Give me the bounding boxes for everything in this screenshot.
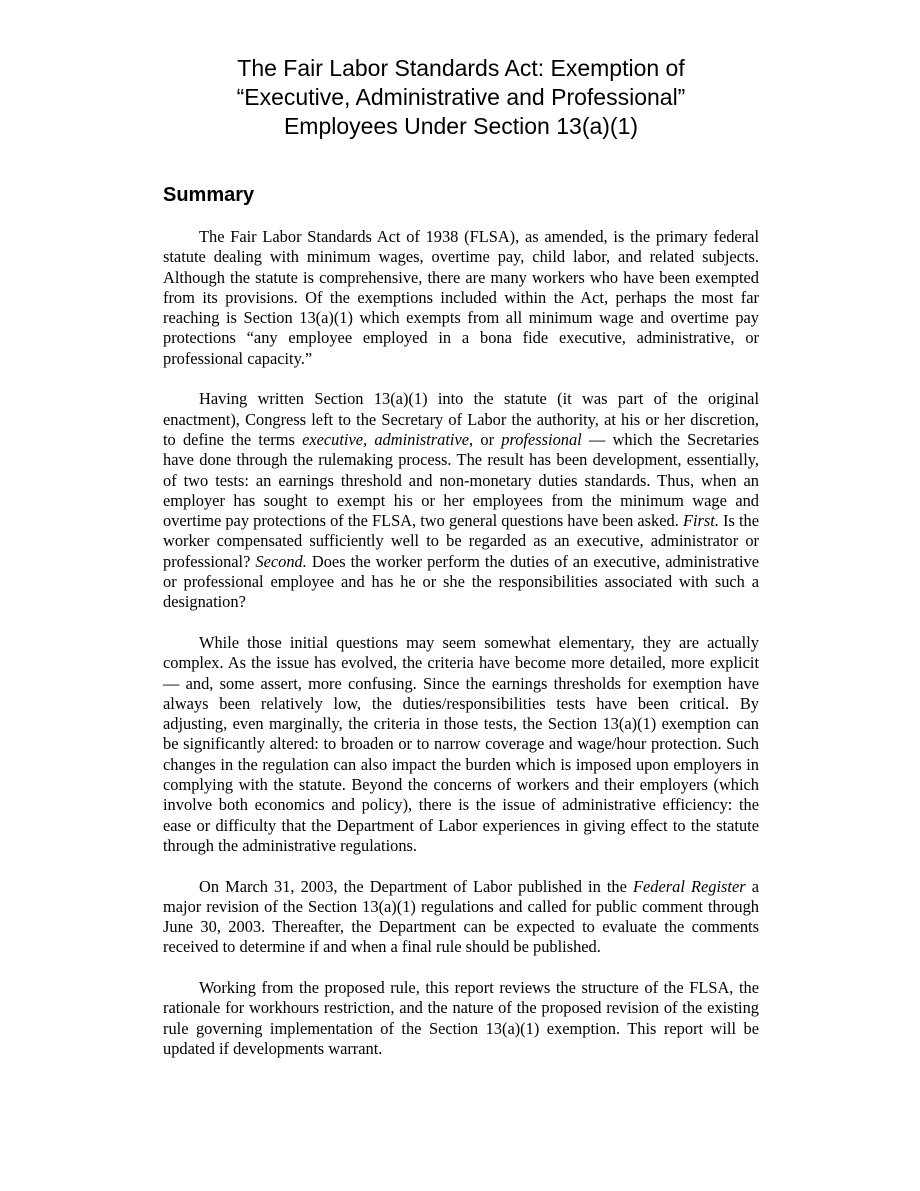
title-line-3: Employees Under Section 13(a)(1)	[283, 113, 639, 139]
title-line-1: The Fair Labor Standards Act: Exemption of	[237, 55, 685, 81]
summary-heading: Summary	[163, 184, 255, 206]
p2-text-e: — which the Secretaries have done through the rulemaking process. The result has been development, essentially, of two tests: an earnings threshold and non-monetary duties standards. Thus, when an employer has sought to exempt his or her employees from the minimum wage and overtime pay protections of the FLSA, two general questions have been asked.	[163, 429, 760, 531]
p2-italic-terms: executive, administrative	[302, 429, 470, 449]
p2-italic-first: First.	[682, 511, 719, 531]
document-page	[163, 54, 759, 1079]
p2-text-c: , or	[469, 429, 502, 449]
title-line-2: “Executive, Administrative and Professional”	[236, 84, 686, 110]
summary-paragraph-4	[163, 877, 759, 958]
p4-text-c: a major revision of the Section 13(a)(1) regulations and called for public comment through June 30, 2003. Thereafter, the Department can be expected to evaluate the comments received to determine if and when a final rule should be published.	[163, 876, 760, 957]
summary-paragraph-1: The Fair Labor Standards Act of 1938 (FLSA), as amended, is the primary federal statute dealing with minimum wages, overtime pay, child labor, and related subjects. Although the statute is comprehensive, there are many workers who have been exempted from its provisions. Of the exemptions included within the Act, perhaps the most far reaching is Section 13(a)(1) which exempts from all minimum wage and overtime pay protections “any employee employed in a bona fide executive, administrative, or professional capacity.”	[163, 227, 759, 368]
p4-italic-federal-register: Federal Register	[633, 876, 746, 896]
p2-italic-second: Second.	[255, 551, 307, 571]
summary-paragraph-2	[163, 389, 759, 612]
summary-paragraph-5: Working from the proposed rule, this report reviews the structure of the FLSA, the rationale for workhours restriction, and the nature of the proposed revision of the existing rule governing implementation of the Section 13(a)(1) exemption. This report will be updated if developments warrant.	[163, 977, 759, 1058]
p2-italic-professional: professional	[501, 429, 582, 449]
p2-text-g: Is the worker compensated sufficiently well to be regarded as an executive, administrator or professional?	[163, 511, 759, 571]
p4-text-a: On March 31, 2003, the Department of Labor published in the	[199, 876, 633, 896]
p2-text-i: Does the worker perform the duties of an executive, administrative or professional employee and has he or she the responsibilities associated with such a designation?	[163, 551, 759, 612]
p2-text-a: Having written Section 13(a)(1) into the statute (it was part of the original enactment), Congress left to the Secretary of Labor the authority, at his or her discretion, to define the terms	[163, 389, 759, 449]
document-title	[163, 54, 759, 141]
summary-paragraph-3: While those initial questions may seem somewhat elementary, they are actually complex. As the issue has evolved, the criteria have become more detailed, more explicit — and, some assert, more confusing. Since the earnings thresholds for exemption have always been relatively low, the duties/responsibilities tests have been critical. By adjusting, even marginally, the criteria in those tests, the Section 13(a)(1) exemption can be significantly altered: to broaden or to narrow coverage and wage/hour protection. Such changes in the regulation can also impact the burden which is imposed upon employers in complying with the statute. Beyond the concerns of workers and their employers (which involve both economics and policy), there is the issue of administrative efficiency: the ease or difficulty that the Department of Labor experiences in giving effect to the statute through the administrative regulations.	[163, 632, 759, 855]
